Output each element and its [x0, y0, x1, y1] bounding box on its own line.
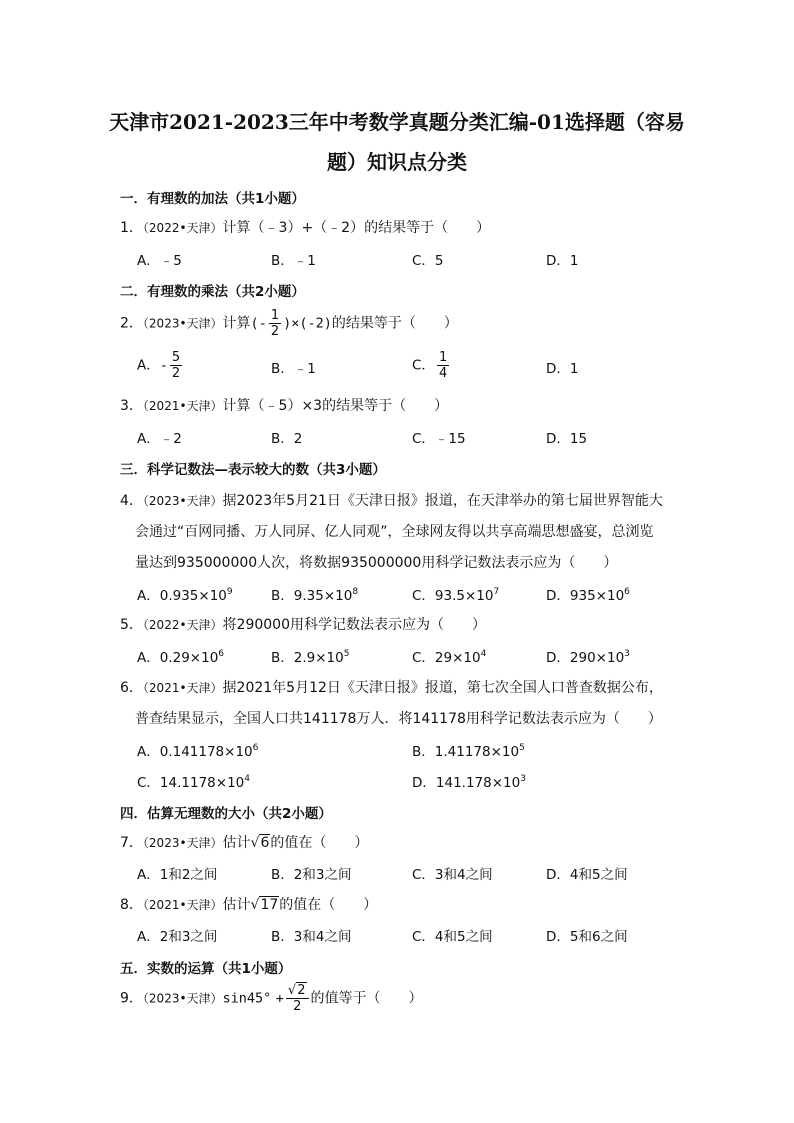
q8-option-a: A．2和3之间 — [137, 929, 218, 945]
q3-option-d: D．15 — [546, 431, 588, 447]
question-7 — [120, 832, 368, 852]
square-root: √6 — [250, 835, 270, 851]
fraction-root2-over-2: $\frac{√2}{2}$ — [286, 983, 309, 1014]
q7-option-a: A．1和2之间 — [137, 867, 218, 883]
question-number: 5． — [120, 617, 143, 633]
question-source: （2021•天津） — [142, 681, 223, 695]
section-heading-3: 三．科学记数法—表示较大的数（共3小题） — [120, 462, 386, 478]
question-text: 计算（﹣3）+（﹣2）的结果等于（ ） — [222, 220, 491, 236]
document-title-line2: 题）知识点分类 — [327, 150, 467, 174]
q7-option-c: C．3和4之间 — [412, 867, 493, 883]
paren-open: ( — [250, 315, 259, 332]
q1-option-b: B．﹣1 — [271, 253, 316, 269]
q5-option-b: B．$2.9\times 10^5$ — [271, 649, 350, 666]
q7-option-d: D．4和5之间 — [546, 867, 628, 883]
q1-option-c: C．5 — [412, 253, 444, 269]
question-4-line2: 会通过“百网同播、万人同屏、亿人同观”，全球网友得以共享高端思想盛宴，总浏览 — [135, 524, 654, 540]
q1-option-a: A．﹣5 — [137, 253, 182, 269]
question-4 — [120, 490, 663, 510]
question-3 — [120, 395, 448, 415]
question-text: 估计 — [222, 835, 251, 851]
q5-option-c: C．$29\times 10^4$ — [412, 649, 487, 666]
question-text: 计算（﹣5）×3的结果等于（ ） — [222, 398, 449, 414]
question-text: 估计 — [222, 897, 251, 913]
question-tail: 的值在（ ） — [279, 897, 378, 913]
question-number: 3． — [120, 398, 143, 414]
q6-option-b: B．$1.41178\times 10^5$ — [412, 743, 525, 760]
question-tail: 的值在（ ） — [270, 835, 369, 851]
question-4-line3: 量达到935000000人次，将数据935000000用科学记数法表示应为（ ） — [135, 555, 618, 571]
q3-option-b: B．2 — [271, 431, 303, 447]
question-number: 9． — [120, 990, 143, 1007]
question-8 — [120, 894, 377, 914]
q4-option-c: C．$93.5\times 10^7$ — [412, 587, 500, 604]
question-source: （2022•天津） — [142, 618, 223, 632]
q5-option-d: D．$290\times 10^3$ — [546, 649, 630, 666]
q1-option-d: D．1 — [546, 253, 579, 269]
question-number: 6． — [120, 680, 143, 696]
q8-option-b: B．3和4之间 — [271, 929, 352, 945]
question-number: 1． — [120, 220, 143, 236]
question-source: （2023•天津） — [142, 494, 223, 508]
q2-option-d: D．1 — [546, 361, 579, 377]
question-number: 8． — [120, 897, 143, 913]
question-number: 4． — [120, 493, 143, 509]
question-tail: 的值等于（ ） — [310, 990, 423, 1007]
question-6-line2: 普查结果显示，全国人口共141178万人．将141178用科学记数法表示应为（ ） — [135, 711, 662, 727]
question-source: （2023•天津） — [142, 836, 223, 850]
question-text-line1: 据2021年5月12日《天津日报》报道，第七次全国人口普查数据公布， — [222, 680, 663, 696]
question-6 — [120, 677, 663, 697]
question-text: 将290000用科学记数法表示应为（ ） — [222, 617, 486, 633]
q4-option-d: D．$935\times 10^6$ — [546, 587, 630, 604]
q3-option-c: C．﹣15 — [412, 431, 466, 447]
section-heading-1: 一．有理数的加法（共1小题） — [120, 191, 305, 207]
q6-option-a: A．$0.141178\times 10^6$ — [137, 743, 259, 760]
question-number: 2． — [120, 315, 143, 332]
question-source: （2023•天津） — [142, 316, 223, 331]
q4-option-b: B．$9.35\times 10^8$ — [271, 587, 359, 604]
question-2 — [120, 308, 458, 339]
q2-option-c: C． $\frac{1}{4}$ — [412, 350, 448, 381]
question-text: 计算 — [222, 315, 251, 332]
question-1 — [120, 217, 490, 237]
question-source: （2022•天津） — [142, 221, 223, 235]
question-source: （2021•天津） — [142, 399, 223, 413]
document-title-line1: 天津市2021-2023三年中考数学真题分类汇编-01选择题（容易 — [109, 110, 685, 134]
question-tail: 的结果等于（ ） — [331, 315, 458, 332]
fraction-five-halves: $\frac{5}{2}$ — [171, 350, 181, 381]
q7-option-b: B．2和3之间 — [271, 867, 352, 883]
q8-option-d: D．5和6之间 — [546, 929, 628, 945]
question-text-line1: 据2023年5月21日《天津日报》报道，在天津举办的第七届世界智能大 — [222, 493, 663, 509]
question-5 — [120, 614, 486, 634]
section-heading-5: 五．实数的运算（共1小题） — [120, 961, 292, 977]
question-number: 7． — [120, 835, 143, 851]
section-heading-4: 四．估算无理数的大小（共2小题） — [120, 806, 332, 822]
fraction-one-half: $\frac{1}{2}$ — [270, 308, 280, 339]
q2-option-b: B．﹣1 — [271, 361, 316, 377]
expression-rest: )×(-2) — [283, 315, 332, 332]
q6-option-c: C．$14.1178\times 10^4$ — [137, 774, 250, 791]
question-source: （2023•天津） — [142, 991, 223, 1006]
sin-expression: sin45° — [222, 990, 272, 1007]
q6-option-d: D．$141.178\times 10^3$ — [412, 774, 526, 791]
fraction-one-quarter: $\frac{1}{4}$ — [438, 350, 448, 381]
q2-option-a: A．- $\frac{5}{2}$ — [137, 350, 181, 381]
minus-sign: - — [258, 315, 267, 332]
q8-option-c: C．4和5之间 — [412, 929, 493, 945]
q5-option-a: A．$0.29\times 10^6$ — [137, 649, 225, 666]
question-source: （2021•天津） — [142, 898, 223, 912]
question-9 — [120, 983, 423, 1014]
q4-option-a: A．$0.935\times 10^9$ — [137, 587, 233, 604]
plus-sign: + — [275, 990, 284, 1007]
square-root: √17 — [250, 897, 279, 913]
section-heading-2: 二．有理数的乘法（共2小题） — [120, 284, 305, 300]
q3-option-a: A．﹣2 — [137, 431, 182, 447]
